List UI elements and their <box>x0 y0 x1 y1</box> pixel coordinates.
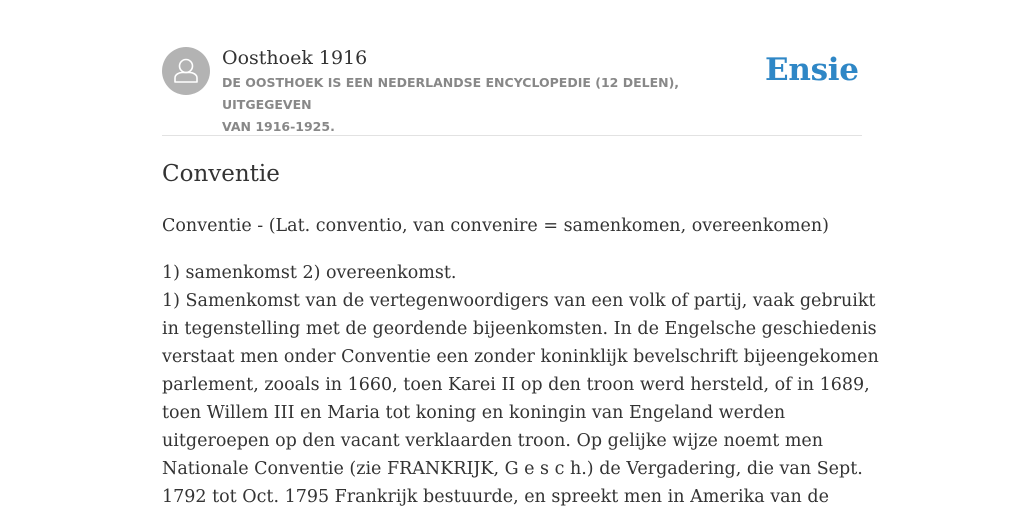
source-name[interactable]: Oosthoek 1916 <box>222 47 368 69</box>
body-line: Nationale Conventie (zie FRANKRIJK, G e s c h.) de Vergadering, die van Sept. <box>162 459 863 479</box>
body-line: toen Willem III en Maria tot koning en koningin van Engeland werden <box>162 403 786 423</box>
user-silhouette-icon <box>162 47 210 95</box>
ensie-logo[interactable]: Ensie <box>765 52 859 88</box>
source-description <box>222 72 762 138</box>
article-body <box>162 259 879 511</box>
header-divider <box>162 135 862 136</box>
source-avatar[interactable] <box>162 47 210 95</box>
source-description-line2: VAN 1916-1925. <box>222 119 335 134</box>
source-description-line1: DE OOSTHOEK IS EEN NEDERLANDSE ENCYCLOPEDIE (12 DELEN), UITGEGEVEN <box>222 75 680 112</box>
article-lead: Conventie - (Lat. conventio, van convenire = samenkomen, overeenkomen) <box>162 216 830 236</box>
source-header <box>162 46 862 134</box>
body-line: 1) samenkomst 2) overeenkomst. <box>162 263 457 283</box>
article-title: Conventie <box>162 161 280 187</box>
body-line: 1) Samenkomst van de vertegenwoordigers van een volk of partij, vaak gebruikt <box>162 291 876 311</box>
body-line: 1792 tot Oct. 1795 Frankrijk bestuurde, en spreekt men in Amerika van de <box>162 487 829 507</box>
body-line: parlement, zooals in 1660, toen Karei II op den troon werd hersteld, of in 1689, <box>162 375 870 395</box>
body-line: uitgeroepen op den vacant verklaarden troon. Op gelijke wijze noemt men <box>162 431 824 451</box>
body-line: verstaat men onder Conventie een zonder koninklijk bevelschrift bijeengekomen <box>162 347 879 367</box>
body-line: in tegenstelling met de geordende bijeenkomsten. In de Engelsche geschiedenis <box>162 319 877 339</box>
